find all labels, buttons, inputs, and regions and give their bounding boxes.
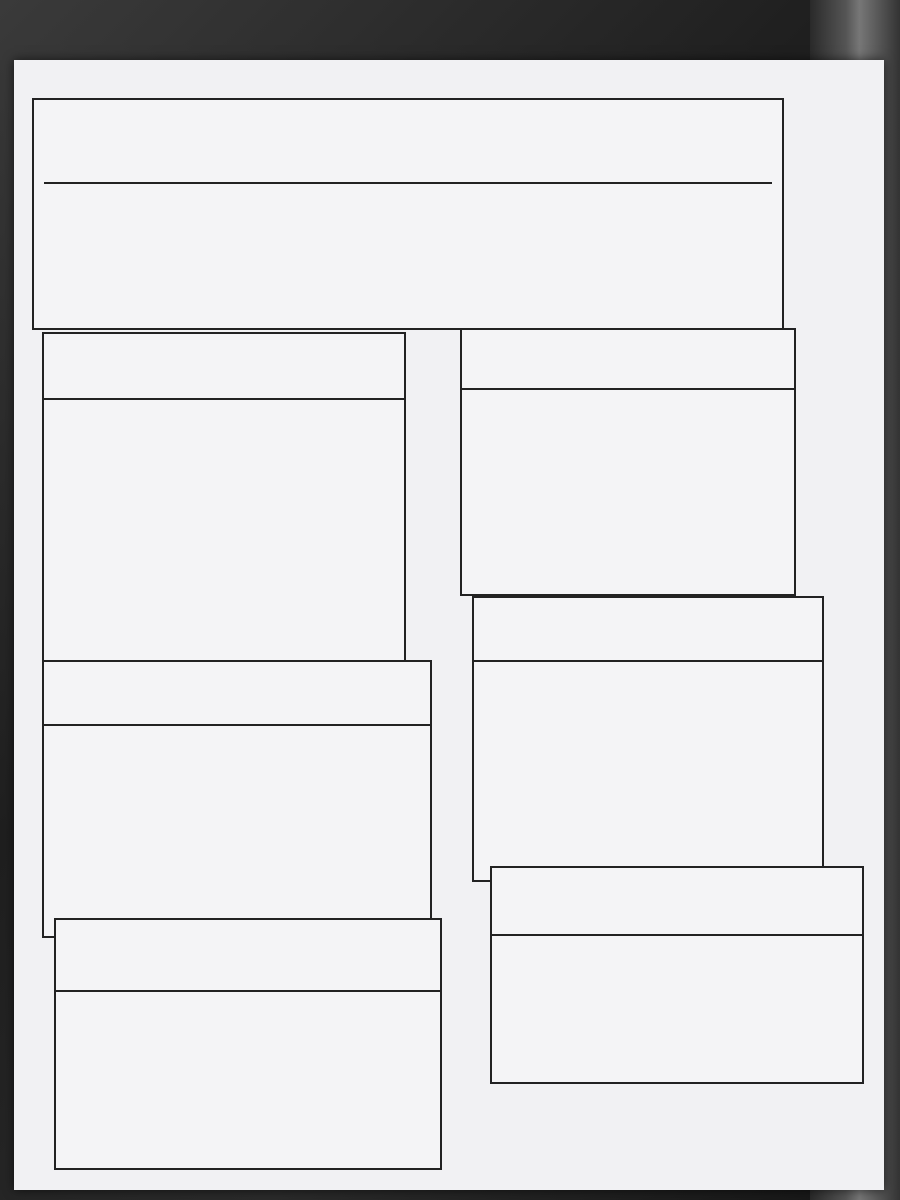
chicken-section xyxy=(42,332,406,672)
healthy-section xyxy=(490,866,864,1084)
beef-header xyxy=(462,336,794,390)
shrimp-section xyxy=(472,596,824,882)
sumo-list xyxy=(44,726,430,730)
beef-list xyxy=(462,390,794,398)
house-special-desc xyxy=(56,998,440,1018)
sumo-header xyxy=(44,668,430,726)
egg-foo-young-header xyxy=(56,928,440,992)
shrimp-header xyxy=(474,604,822,662)
chicken-header xyxy=(44,338,404,400)
special-list xyxy=(44,182,772,324)
chicken-wing-special-box xyxy=(32,98,784,330)
healthy-header xyxy=(492,876,862,936)
healthy-list xyxy=(492,936,862,946)
egg-foo-young-section xyxy=(54,918,442,1170)
shrimp-list xyxy=(474,662,822,668)
chicken-list xyxy=(44,400,404,404)
sumo-section xyxy=(42,660,432,938)
beef-section xyxy=(460,328,796,596)
menu-sheet xyxy=(14,60,884,1190)
